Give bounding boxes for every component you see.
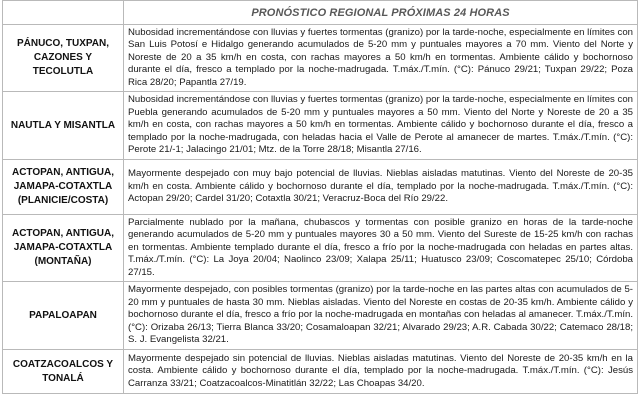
table-row (3, 160, 638, 215)
forecast-text: Mayormente despejado, con posibles tormentas (granizo) por la tarde-noche en las partes altas con acumulados de 5-20 mm y puntuales de hasta 30 mm. Nieblas aisladas. Viento del Noreste en costas de 20-35 km/h. Ambiente cálido y bochornoso durante el día, fresco a frío por la noche-madrugada en montañas con heladas al amanecer. T.máx./T.mín. (°C): Orizaba 26/13; Tierra Blanca 33/20; Cosamaloapan 32/21; Alvarado 29/23; A.R. Cabada 30/22; Catemaco 28/18; S. J. Evangelista 32/21. (124, 282, 638, 350)
table-row (3, 282, 638, 350)
regional-forecast-table (2, 0, 638, 394)
forecast-text: Mayormente despejado sin potencial de lluvias. Nieblas aisladas matutinas. Viento del Noreste de 20-35 km/h en la costa. Ambiente cálido y bochornoso durante el día, templado por la noche-madrugada. T.máx./T.mín. (°C): Jesús Carranza 33/21; Coatzacoalcos-Minatitlán 32/22; Las Choapas 34/20. (124, 350, 638, 394)
region-name: NAUTLA Y MISANTLA (3, 92, 124, 160)
table-row (3, 25, 638, 92)
table-row (3, 215, 638, 282)
table-row (3, 350, 638, 394)
table-row (3, 92, 638, 160)
table-header-row (3, 1, 638, 25)
forecast-text: Mayormente despejado con muy bajo potencial de lluvias. Nieblas aisladas matutinas. Viento del Noreste de 20-35 km/h en costa. Ambiente cálido y bochornoso durante el día, templado por la noche-madrugada. T.máx./T.mín. (°C): Actopan 29/20; Cardel 31/20; Cotaxtla 30/21; Veracruz-Boca del Río 29/22. (124, 160, 638, 215)
region-name: COATZACOALCOS Y TONALÁ (3, 350, 124, 394)
region-name: ACTOPAN, ANTIGUA, JAMAPA-COTAXTLA (PLANICIE/COSTA) (3, 160, 124, 215)
region-name: PÁNUCO, TUXPAN, CAZONES Y TECOLUTLA (3, 25, 124, 92)
forecast-text: Nubosidad incrementándose con lluvias y fuertes tormentas (granizo) por la tarde-noche, especialmente en límites con Puebla generando acumulados de 5-20 mm y puntuales mayores a 50 mm. Viento del Norte y Noreste de 20 a 35 km/h en costa, con rachas mayores a 50 km/h en tormentas. Ambiente cálido y bochornoso durante el día, fresco a templado por la noche-madrugada, con heladas hacia el Valle de Perote al amanecer de martes. T.máx./T.mín. (°C): Perote 21/-1; Jalacingo 21/01; Mtz. de la Torre 28/18; Misantla 27/16. (124, 92, 638, 160)
region-name: ACTOPAN, ANTIGUA, JAMAPA-COTAXTLA (MONTAÑA) (3, 215, 124, 282)
forecast-text: Nubosidad incrementándose con lluvias y fuertes tormentas (granizo) por la tarde-noche, especialmente en límites con San Luis Potosí e Hidalgo generando acumulados de 5-20 mm y puntuales mayores a 70 mm. Viento del Norte y Noreste de 20 a 35 km/h en costa, con rachas mayores a 50 km/h en tormentas. Ambiente cálido y bochornoso durante el día, fresco a templado por la noche-madrugada. T.máx./T.mín. (°C): Pánuco 29/21; Tuxpan 29/22; Poza Rica 28/20; Papantla 27/19. (124, 25, 638, 92)
header-blank-cell (3, 1, 124, 25)
forecast-text: Parcialmente nublado por la mañana, chubascos y tormentas con posible granizo en horas de la tarde-noche generando acumulados de 5-20 mm y puntuales mayores 30 a 50 mm. Viento del Sureste de 15-25 km/h con rachas en tormentas. Ambiente templado durante el día, fresco a frío por la noche-madrugada con heladas en partes altas. T.máx./T.mín. (°C): La Joya 20/04; Naolinco 23/09; Xalapa 25/11; Huatusco 23/09; Coscomatepec 25/10; Córdoba 27/15. (124, 215, 638, 282)
region-name: PAPALOAPAN (3, 282, 124, 350)
table-title: PRONÓSTICO REGIONAL PRÓXIMAS 24 HORAS (124, 1, 638, 25)
